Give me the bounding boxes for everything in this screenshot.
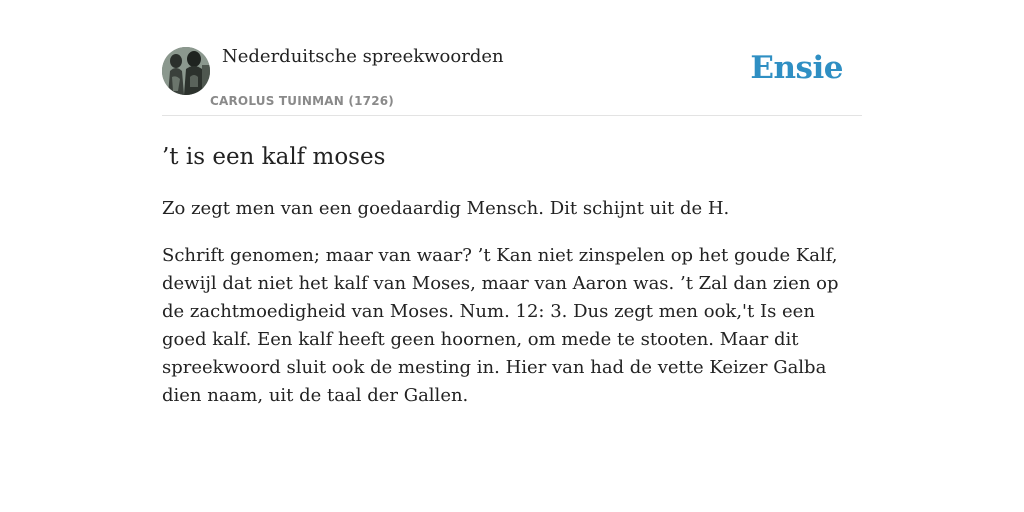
entry-paragraph-1: Zo zegt men van een goedaardig Mensch. Dit schijnt uit de H. bbox=[162, 198, 730, 219]
author-name[interactable]: CAROLUS TUINMAN (1726) bbox=[210, 94, 394, 108]
portrait-icon bbox=[162, 47, 210, 95]
entry-paragraph-2: Schrift genomen; maar van waar? ’t Kan niet zinspelen op het goude Kalf, dewijl dat niet het kalf van Moses, maar van Aaron was. ’t Zal dan zien op de zachtmoedigheid van Moses. Num. 12: 3. Dus zegt men ook,'t Is een goed kalf. Een kalf heeft geen hoornen, om mede te stooten. Maar dit spreekwoord sluit ook de mesting in. Hier van had de vette Keizer Galba dien naam, uit de taal der Gallen. bbox=[162, 245, 839, 406]
header bbox=[162, 0, 862, 116]
entry-title: ’t is een kalf moses bbox=[162, 144, 386, 170]
page bbox=[162, 0, 862, 410]
collection-title[interactable]: Nederduitsche spreekwoorden bbox=[222, 46, 504, 67]
brand-logo[interactable]: Ensie bbox=[750, 50, 843, 86]
author-avatar[interactable] bbox=[162, 47, 210, 95]
